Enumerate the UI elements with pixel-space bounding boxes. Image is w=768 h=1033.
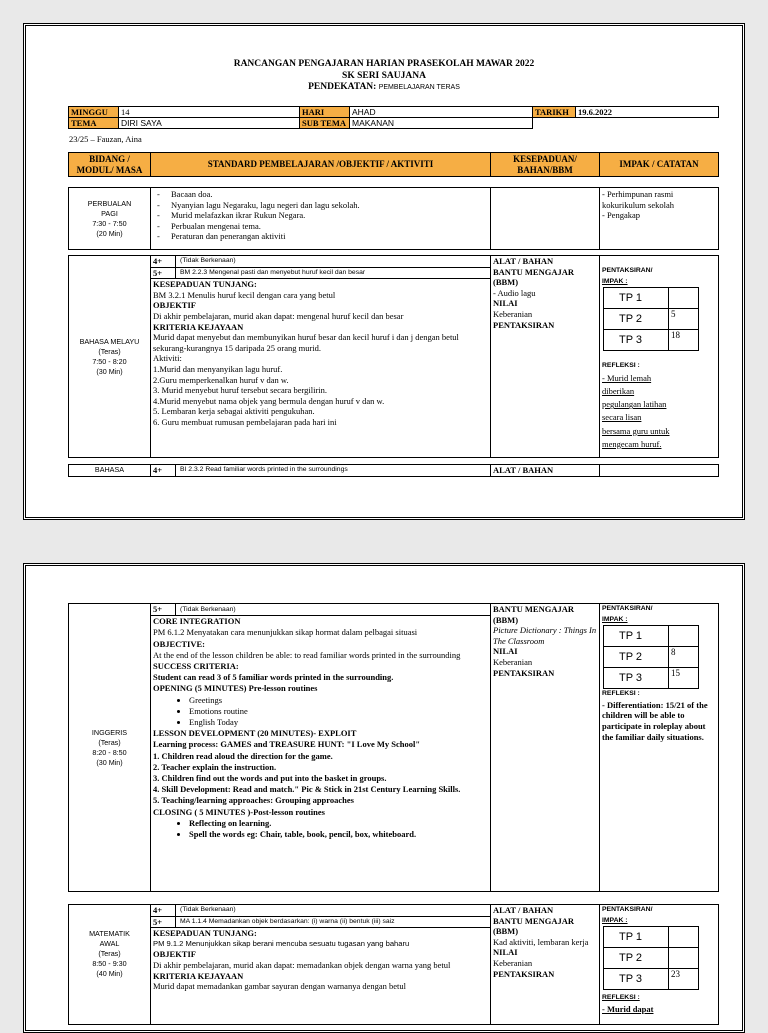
header-title: RANCANGAN PENGAJARAN HARIAN PRASEKOLAH MAWAR 2022 <box>233 59 535 69</box>
hari-label: HARI <box>300 107 350 118</box>
bi-partial-impak <box>600 465 719 477</box>
mt-refleksi: - Murid dapat <box>602 1003 654 1014</box>
mt-row-5plus: 5+ MA 1.1.4 Memadankan objek berdasarkan: (i) warna (ii) bentuk (iii) saiz <box>151 917 490 929</box>
bm-content: 4+ (Tidak Berkenaan) 5+ BM 2.2.3 Mengenal pasti dan menyebut huruf kecil dan besar KESEPADUAN TUNJANG: BM 3.2.1 Menulis huruf kecil dengan cara yang betul OBJEKTIF Di akhir pembelajaran, murid akan dapat: mengenal huruf kecil dan besar KRITERIA KEJAYAAN Murid dapat menyebut dan membunyikan huruf besar dan kecil huruf i dan j dengan betul sekurang-kurangnya 15 daripada 25 orang murid. Aktiviti: 1.Murid dan menyanyikan lagu huruf. 2.Guru memperkenalkan huruf v dan w. 3. Murid menyebut huruf tersebut secara bergilirin. 4.Murid menyebut nama objek yang bermula dengan huruf v dan w. 5. Lembaran kerja sebagai aktiviti pengukuhan. 6. Guru membuat rumusan pembelajaran pada hari ini <box>151 256 491 458</box>
tp3-label: TP 3 <box>604 969 669 990</box>
bi-row-5plus: 5+ (Tidak Berkenaan) <box>151 604 490 616</box>
bi-partial-content: 4+ BI 2.3.2 Read familiar words printed in the surroundings <box>151 465 491 477</box>
minggu-value: 14 <box>119 107 300 118</box>
bm-bahan: ALAT / BAHAN BANTU MENGAJAR (BBM) - Audio lagu NILAI Keberanian PENTAKSIRAN <box>491 256 600 458</box>
tp2-value: 5 <box>669 309 699 330</box>
col-standard: STANDARD PEMBELAJARAN /OBJEKTIF / AKTIVITI <box>151 153 491 177</box>
mt-tp-table <box>603 926 699 990</box>
column-header-row <box>68 152 719 177</box>
tp3-value: 18 <box>669 330 699 351</box>
tarikh-label: TARIKH <box>533 107 576 118</box>
bi-partial-row <box>68 464 719 477</box>
list-item: • English Today <box>189 717 488 728</box>
tp2-label: TP 2 <box>604 647 669 668</box>
bm-row-4plus: 4+ (Tidak Berkenaan) <box>151 256 490 268</box>
tp2-label: TP 2 <box>604 948 669 969</box>
mt-bidang: MATEMATIK AWAL (Teras) 8:50 - 9:30 (40 Min) <box>69 905 151 1025</box>
tp3-value: 23 <box>669 969 699 990</box>
list-item: - Peraturan dan penerangan aktiviti <box>171 231 488 242</box>
list-item: - Perbualan mengenai tema. <box>171 221 488 232</box>
list-item: • Spell the words eg: Chair, table, book, pencil, box, whiteboard. <box>189 829 488 840</box>
bi-partial-bidang: BAHASA <box>69 465 151 477</box>
tp1-value <box>669 288 699 309</box>
bm-tp-table <box>603 287 699 351</box>
meta-empty <box>533 118 719 129</box>
bi-impak: PENTAKSIRAN/ IMPAK : TP 1 TP 2 8 TP 3 15 REFLEKSI : - Differentiation: 15/21 of the children will be able to participate in roleplay about the familiar daily situations. <box>600 604 719 892</box>
tp1-label: TP 1 <box>604 288 669 309</box>
bi-content: 5+ (Tidak Berkenaan) CORE INTEGRATION PM 6.1.2 Menyatakan cara menunjukkan sikap hormat dalam pelbagai situasi OBJECTIVE: At the end of the lesson children be able: to read familiar words printed in the surrounding SUCCESS CRITERIA: Student can read 3 of 5 familiar words printed in the surrounding. OPENING (5 MINUTES) Pre-lesson routines • Greetings • Emotions routine • English Today LESSON DEVELOPMENT (20 MINUTES)- EXPLOIT Learning process: GAMES and TREASURE HUNT: "I Love My School" 1. Children read aloud the direction for the game. 2. Teacher explain the instruction. 3. Children find out the words and put into the basket in groups. 4. Skill Development: Read and match." Pic & Stick in 21st Century Learning Skills. 5. Teaching/learning approaches: Grouping approaches CLOSING ( 5 MINUTES )-Post-lesson routines • Reflecting on learning. • Spell the words eg: Chair, table, book, pencil, box, whiteboard. <box>151 604 491 892</box>
meta-table <box>68 106 719 129</box>
tp3-value: 15 <box>669 668 699 689</box>
list-item: - Murid melafazkan ikrar Rukun Negara. <box>171 210 488 221</box>
list-item: • Reflecting on learning. <box>189 818 488 829</box>
bm-row-5plus: 5+ BM 2.2.3 Mengenal pasti dan menyebut huruf kecil dan besar <box>151 268 490 280</box>
bm-bidang: BAHASA MELAYU (Teras) 7:50 - 8:20 (30 Min) <box>69 256 151 458</box>
tp3-label: TP 3 <box>604 330 669 351</box>
header-school: SK SERI SAUJANA <box>342 70 426 81</box>
col-impak: IMPAK / CATATAN <box>600 153 719 177</box>
bi-bahan: BANTU MENGAJAR (BBM) Picture Dictionary : Things In The Classroom NILAI Keberanian PENTAKSIRAN <box>491 604 600 892</box>
perbualan-impak: - Perhimpunan rasmi kokurikulum sekolah - Pengakap <box>600 188 719 250</box>
perbualan-bidang: PERBUALAN PAGI 7:30 - 7:50 (20 Min) <box>69 188 151 250</box>
document-page-2 <box>23 563 745 1033</box>
tp1-label: TP 1 <box>604 927 669 948</box>
tema-value: DIRI SAYA <box>119 118 300 129</box>
list-item: - Bacaan doa. <box>171 189 488 200</box>
list-item: • Greetings <box>189 695 488 706</box>
bi-refleksi: - Differentiation: 15/21 of the children will be able to participate in roleplay about the familiar daily situations. <box>602 699 708 742</box>
bi-row <box>68 603 719 892</box>
bm-row <box>68 255 719 458</box>
header-approach: PENDEKATAN: PEMBELAJARAN TERAS <box>308 82 460 92</box>
bi-partial-bahan: ALAT / BAHAN <box>491 465 600 477</box>
subtema-value: MAKANAN <box>350 118 533 129</box>
mt-content: 4+ (Tidak Berkenaan) 5+ MA 1.1.4 Memadankan objek berdasarkan: (i) warna (ii) bentuk (iii) saiz KESEPADUAN TUNJANG: PM 9.1.2 Menunjukkan sikap berani mencuba sesuatu tugasan yang baharu OBJEKTIF Di akhir pembelajaran, murid akan dapat: memadankan objek dengan warna yang betul KRITERIA KEJAYAAN Murid dapat memadankan gambar sayuran dengan warnanya dengan betul <box>151 905 491 1025</box>
mt-bahan: ALAT / BAHAN BANTU MENGAJAR (BBM) Kad aktiviti, lembaran kerja NILAI Keberanian PENTAKSIRAN <box>491 905 600 1025</box>
bm-refleksi: - Murid lemah diberikan pegulangan latihan secara lisan bersama guru untuk mengecam huruf. <box>602 372 670 449</box>
bm-impak: PENTAKSIRAN/ IMPAK : TP 1 TP 2 5 TP 3 18 REFLEKSI : - Murid lemah diberikan pegulangan latihan secara lisan bersama guru untuk mengecam huruf. <box>600 256 719 458</box>
minggu-label: MINGGU <box>69 107 119 118</box>
student-attendance: 23/25 – Fauzan, Aina <box>69 134 142 144</box>
tp1-label: TP 1 <box>604 626 669 647</box>
tarikh-value: 19.6.2022 <box>576 107 719 118</box>
list-item: • Emotions routine <box>189 706 488 717</box>
mt-impak: PENTAKSIRAN/ IMPAK : TP 1 TP 2 TP 3 23 REFLEKSI : - Murid dapat <box>600 905 719 1025</box>
perbualan-bahan <box>491 188 600 250</box>
mt-row <box>68 904 719 1025</box>
bi-bidang: INGGERIS (Teras) 8:20 - 8:50 (30 Min) <box>69 604 151 892</box>
tp2-value <box>669 948 699 969</box>
hari-value: AHAD <box>350 107 533 118</box>
tp2-value: 8 <box>669 647 699 668</box>
mt-row-4plus: 4+ (Tidak Berkenaan) <box>151 905 490 917</box>
perbualan-activities <box>151 188 491 250</box>
tp1-value <box>669 626 699 647</box>
col-kesepaduan: KESEPADUAN/ BAHAN/BBM <box>491 153 600 177</box>
page-header <box>26 59 742 94</box>
tp2-label: TP 2 <box>604 309 669 330</box>
document-page-1 <box>23 23 745 520</box>
tp1-value <box>669 927 699 948</box>
list-item: - Nyanyian lagu Negaraku, lagu negeri dan lagu sekolah. <box>171 200 488 211</box>
subtema-label: SUB TEMA <box>300 118 350 129</box>
col-bidang: BIDANG / MODUL/ MASA <box>69 153 151 177</box>
perbualan-row <box>68 187 719 250</box>
tema-label: TEMA <box>69 118 119 129</box>
bi-tp-table <box>603 625 699 689</box>
tp3-label: TP 3 <box>604 668 669 689</box>
